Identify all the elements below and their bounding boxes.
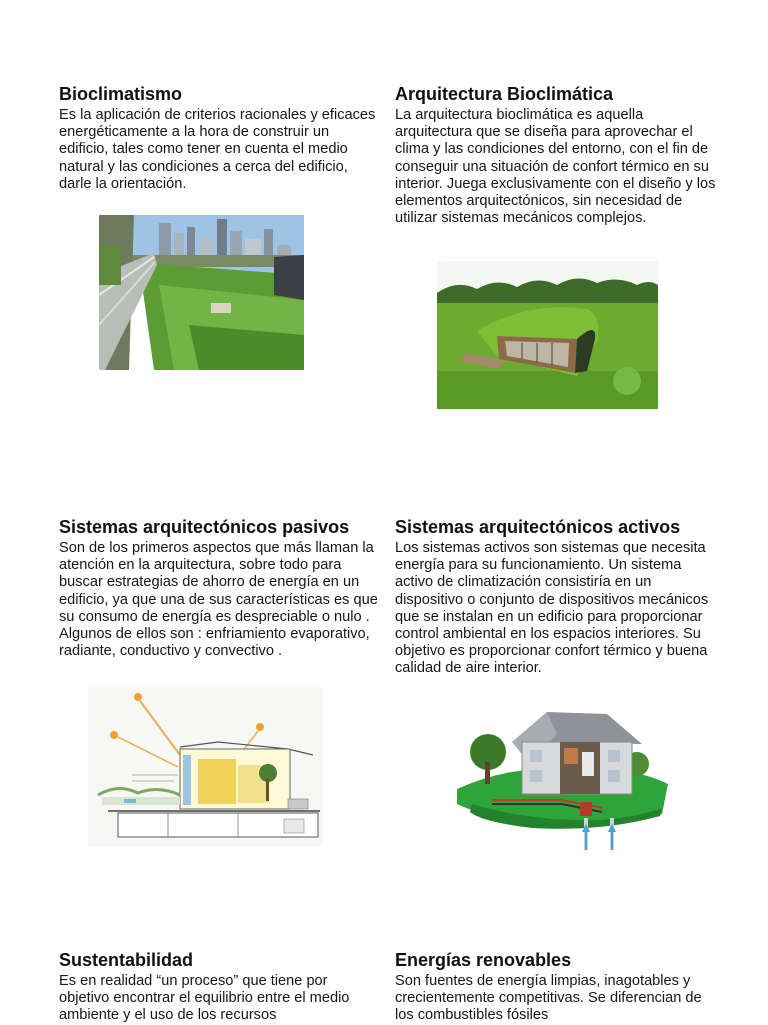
active-systems-house-illustration: [452, 704, 671, 857]
section-text: Son de los primeros aspectos que más llaman la atención en la arquitectura, sobre todo para buscar estrategias de ahorro de energía en un edificio, ya que una de sus características es que su consumo de energía es despreciable o nulo . Algunos de ellos son : enfriamiento evaporativo, radiante, conductivo y convectivo .: [59, 540, 378, 660]
section-text: Es la aplicación de criterios racionales y eficaces energéticamente a la hora de construir un edificio, tales como tener en cuenta el medio natural y las condiciones a cerca del edificio, darle la orientación.: [59, 107, 376, 192]
section-text: Son fuentes de energía limpias, inagotables y crecientemente competitivas. Se diferencian de los combustibles fósiles: [395, 973, 702, 1024]
section-sustentabilidad: [59, 949, 377, 1025]
green-roof-city-photo: [99, 215, 304, 370]
section-title: Sistemas arquitectónicos activos: [395, 517, 681, 537]
section-title: Bioclimatismo: [59, 84, 183, 104]
section-title: Sustentabilidad: [59, 950, 194, 970]
section-bioclimatismo: [59, 83, 377, 193]
section-title: Energías renovables: [395, 950, 572, 970]
section-title: Sistemas arquitectónicos pasivos: [59, 517, 350, 537]
section-text: Los sistemas activos son sistemas que necesita energía para su funcionamiento. Un sistema activo de climatización consistiría en un dispositivo o conjunto de dispositivos mecánicos que se instalan en un edificio para proporcionar control ambiental en los espacios interiores. Su objetivo es proporcionar confort térmico y buena calidad de aire interior.: [395, 540, 709, 677]
grass-roof-house-photo: [437, 261, 658, 409]
section-text: La arquitectura bioclimática es aquella arquitectura que se diseña para aprovechar el clima y las condiciones del entorno, con el fin de conseguir una situación de confort térmico en su interior. Juega exclusivamente con el diseño y los elementos arquitectónicos, sin necesidad de utilizar sistemas mecánicos complejos.: [395, 107, 716, 227]
section-sistemas-pasivos: [59, 516, 381, 660]
section-energias-renovables: [395, 949, 717, 1025]
passive-systems-diagram: [88, 687, 323, 846]
section-arquitectura-bioclimatica: [395, 83, 717, 227]
section-text: Es en realidad “un proceso” que tiene por objetivo encontrar el equilibrio entre el medio ambiente y el uso de los recursos: [59, 973, 350, 1024]
section-sistemas-activos: [395, 516, 717, 678]
section-title: Arquitectura Bioclimática: [395, 84, 614, 104]
